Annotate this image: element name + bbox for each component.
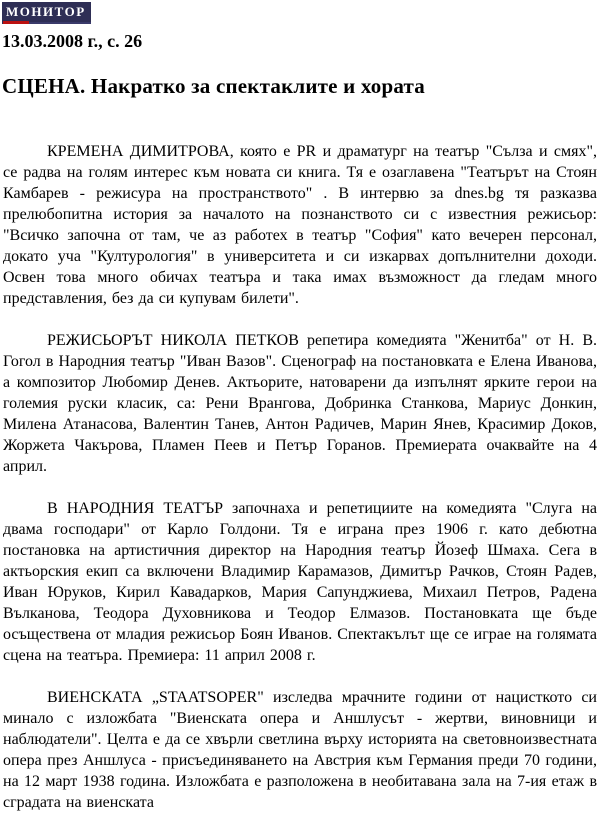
article-paragraph: РЕЖИСЬОРЪТ НИКОЛА ПЕТКОВ репетира комедията "Женитба" от Н. В. Гогол в Народния театър "Иван Вазов". Сценограф на постановката е Елена Иванова, а композитор Любомир Денев. Актьорите, натоварени да изпълнят ярките герои на големия руски класик, са: Рени Врангова, Добринка Станкова, Мариус Донкин, Милена Атанасова, Валентин Танев, Антон Радичев, Марин Янев, Красимир Доков, Жоржета Чакърова, Пламен Пеев и Петър Горанов. Премиерата очаквайте на 4 април. — [3, 332, 597, 475]
article-paragraph: ВИЕНСКАТА „STAATSOPER" изследва мрачните години от нацисткото си минало с изложбата "Виенската опера и Аншлусът - жертви, виновници и наблюдатели". Целта е да се хвърли светлина върху историята на световноизвестната опера през Аншлуса - присъединяването на Австрия към Германия преди 70 години, на 12 март 1938 година. Изложбата е разположена в необитавана зала на 7-ия етаж в сградата на виенската — [3, 689, 597, 811]
article-paragraph: КРЕМЕНА ДИМИТРОВА, която е PR и драматург на театър "Сълза и смях", се радва на голям интерес към новата си книга. Тя е озаглавена "Театърът на Стоян Камбарев - режисура на пространството" . В интервю за dnes.bg тя разказва прелюбопитна история за началото на познанството си с известния режисьор: "Всичко започна от там, че аз работех в театър "София" като вечерен персонал, докато уча "Културология" в университета и си изкарвах допълнителни доходи. Освен това много обичах театъра и така имах възможност да гледам много представления, без да си купувам билети". — [3, 143, 597, 307]
article-paragraph: В НАРОДНИЯ ТЕАТЪР започнаха и репетициите на комедията "Слуга на двама господари" от Карло Голдони. Тя е играна през 1906 г. като дебютна постановка на артистичния директор на Народния театър Йозеф Шмаха. Сега в актьорския екип са включени Владимир Карамазов, Димитър Рачков, Стоян Радев, Иван Юруков, Кирил Кавадарков, Мария Сапунджиева, Михаил Петров, Радена Вълканова, Теодора Духовникова и Теодор Елмазов. Постановката ще бъде осъществена от младия режисьор Боян Иванов. Спектакълът ще се играе на голямата сцена на театъра. Премиера: 11 април 2008 г. — [3, 500, 597, 664]
logo-red-accent — [3, 21, 29, 24]
monitor-logo — [2, 2, 91, 24]
article-headline: СЦЕНА. Накратко за спектаклите и хората — [2, 74, 425, 98]
dateline: 13.03.2008 г., с. 26 — [2, 31, 143, 51]
logo-underline-rule — [29, 22, 91, 24]
monitor-logo-text: МОНИТОР — [6, 4, 86, 19]
masthead — [0, 0, 600, 24]
article-body — [3, 141, 597, 813]
